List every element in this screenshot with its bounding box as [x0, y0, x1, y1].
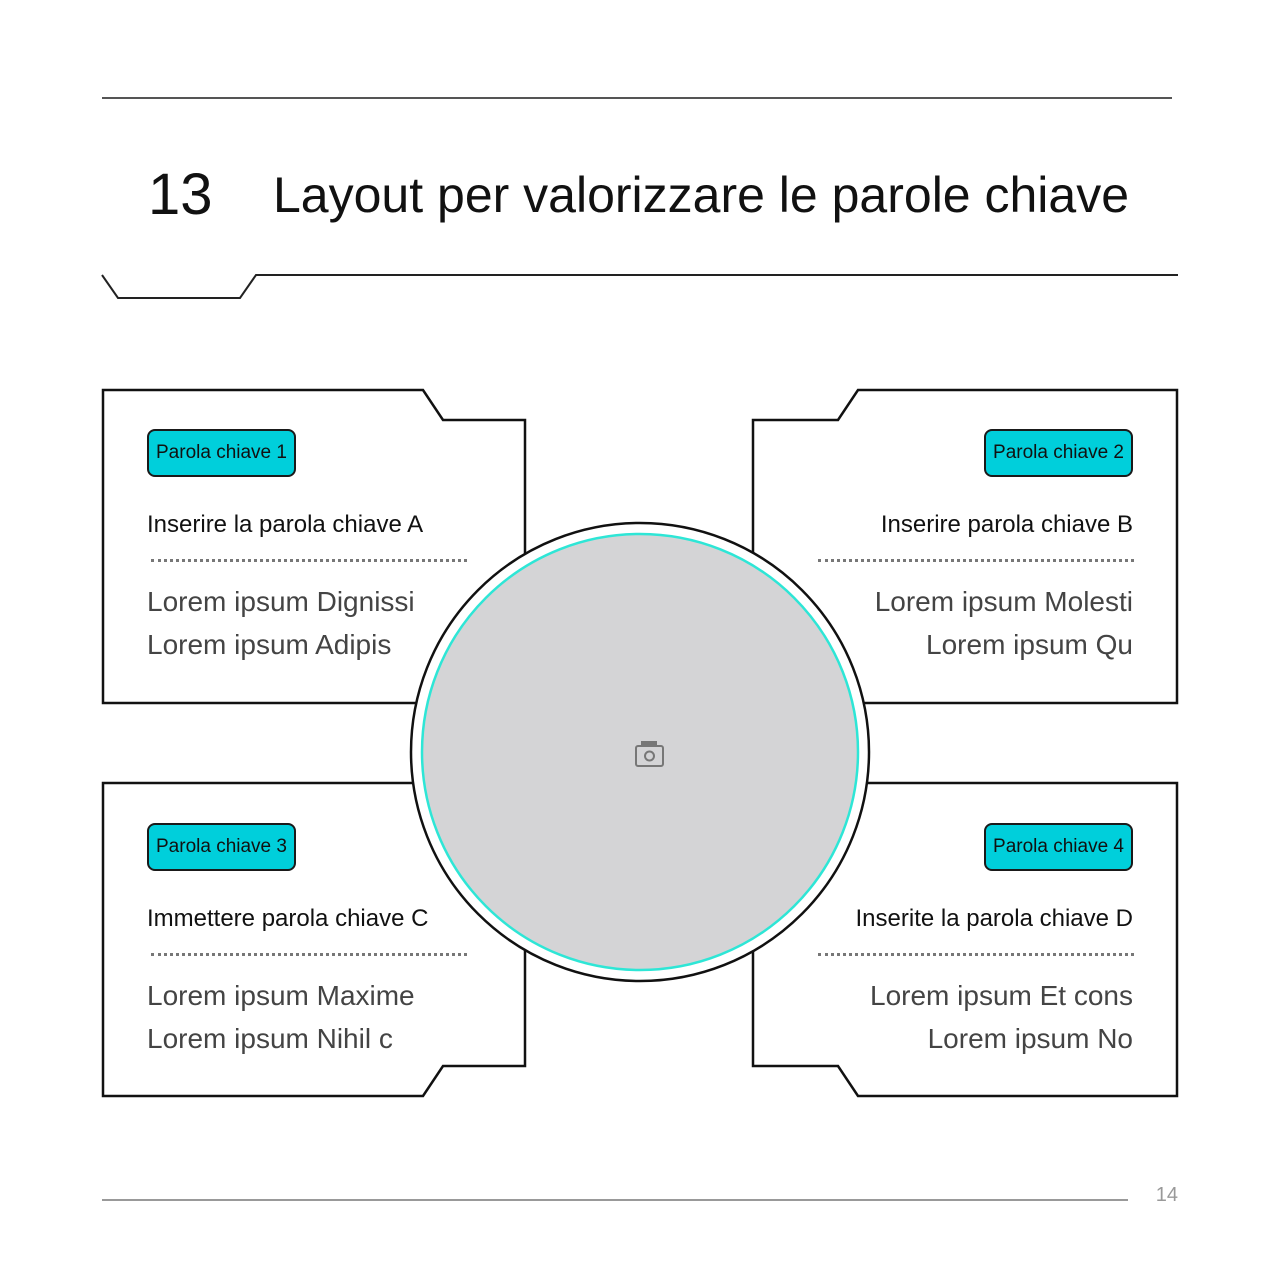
card-heading-3: Immettere parola chiave C: [147, 905, 429, 932]
title-underline-decoration: [102, 275, 1178, 298]
card-line-2b: Lorem ipsum Qu: [926, 629, 1133, 660]
keyword-badge-4: Parola chiave 4: [984, 823, 1133, 871]
card-line-4b: Lorem ipsum No: [927, 1023, 1133, 1054]
card-line-1a: Lorem ipsum Dignissi: [147, 586, 415, 617]
dotted-divider-1: [151, 559, 467, 562]
page-title: Layout per valorizzare le parole chiave: [273, 167, 1130, 223]
card-heading-4: Inserite la parola chiave D: [855, 905, 1133, 932]
keyword-badge-3: Parola chiave 3: [147, 823, 296, 871]
keyword-badge-1: Parola chiave 1: [147, 429, 296, 477]
page-number: 14: [1155, 1184, 1178, 1206]
dotted-divider-2: [818, 559, 1134, 562]
dotted-divider-4: [818, 953, 1134, 956]
card-line-3a: Lorem ipsum Maxime: [147, 980, 415, 1011]
footer-rule: [102, 1199, 1128, 1201]
card-line-3b: Lorem ipsum Nihil c: [147, 1023, 393, 1054]
keyword-badge-2: Parola chiave 2: [984, 429, 1133, 477]
card-line-1b: Lorem ipsum Adipis: [147, 629, 392, 660]
card-heading-2: Inserire parola chiave B: [880, 511, 1133, 538]
card-line-2a: Lorem ipsum Molesti: [874, 586, 1133, 617]
section-number: 13: [148, 162, 213, 227]
card-heading-1: Inserire la parola chiave A: [147, 511, 424, 538]
card-line-4a: Lorem ipsum Et cons: [870, 980, 1133, 1011]
dotted-divider-3: [151, 953, 467, 956]
image-placeholder: [422, 534, 858, 970]
